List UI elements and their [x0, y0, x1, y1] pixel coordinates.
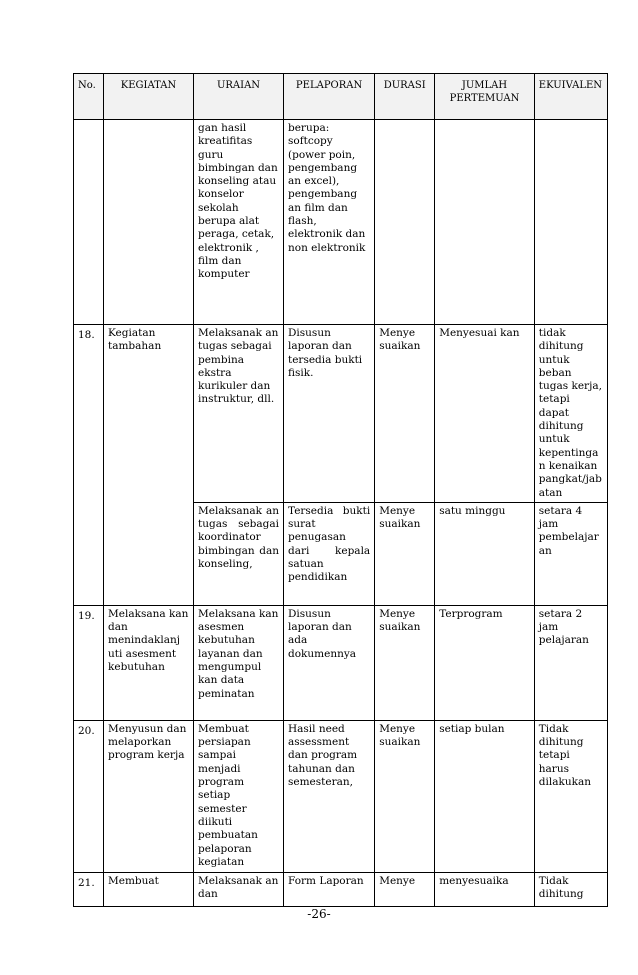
- cell-durasi: Menye suaikan: [375, 502, 435, 605]
- cell-ekuivalen: tidak dihitung untuk beban tugas kerja, tetapi dapat dihitung untuk kepentingan kenaikan pangkat/jab atan: [534, 325, 607, 503]
- header-durasi: DURASI: [375, 74, 435, 120]
- header-pelaporan: PELAPORAN: [284, 74, 375, 120]
- cell-uraian: gan hasil kreatifitas guru bimbingan dan konseling atau konselor sekolah berupa alat peraga, cetak, elektronik , film dan komputer: [194, 120, 284, 325]
- cell-durasi: Menye: [375, 872, 435, 906]
- cell-durasi: [375, 120, 435, 325]
- table-header-row: [74, 74, 608, 120]
- cell-pelaporan: Tersedia bukti surat penugasan dari kepala satuan pendidikan: [284, 502, 375, 605]
- cell-jumlah: satu minggu: [435, 502, 535, 605]
- cell-pelaporan: Disusun laporan dan ada dokumennya: [284, 605, 375, 720]
- cell-pelaporan: Form Laporan: [284, 872, 375, 906]
- table-row-20: [74, 720, 608, 872]
- cell-ekuivalen: Tidak dihitung: [534, 872, 607, 906]
- cell-kegiatan: Melaksana kan dan menindaklanj uti asesment kebutuhan: [104, 605, 194, 720]
- cell-pelaporan: Disusun laporan dan tersedia bukti fisik.: [284, 325, 375, 503]
- cell-ekuivalen: Tidak dihitung tetapi harus dilakukan: [534, 720, 607, 872]
- header-jumlah-pertemuan: JUMLAH PERTEMUAN: [435, 74, 535, 120]
- cell-kegiatan: [104, 120, 194, 325]
- table-row-21: [74, 872, 608, 906]
- cell-uraian: Membuat persiapan sampai menjadi program setiap semester diikuti pembuatan pelaporan kegiatan: [194, 720, 284, 872]
- cell-no: 20.: [74, 720, 104, 872]
- cell-durasi: Menye suaikan: [375, 325, 435, 503]
- cell-no: 19.: [74, 605, 104, 720]
- cell-kegiatan: Kegiatan tambahan: [104, 325, 194, 606]
- cell-uraian: Melaksana kan asesmen kebutuhan layanan dan mengumpul kan data peminatan: [194, 605, 284, 720]
- cell-ekuivalen: setara 2 jam pelajaran: [534, 605, 607, 720]
- page-number: -26-: [307, 907, 331, 921]
- table-row-continued: [74, 120, 608, 325]
- cell-kegiatan: Membuat: [104, 872, 194, 906]
- cell-durasi: Menye suaikan: [375, 720, 435, 872]
- activity-table: [73, 73, 608, 907]
- header-no: No.: [74, 74, 104, 120]
- cell-ekuivalen: setara 4 jam pembelajar an: [534, 502, 607, 605]
- cell-no: 18.: [74, 325, 104, 606]
- cell-kegiatan: Menyusun dan melaporkan program kerja: [104, 720, 194, 872]
- cell-jumlah: setiap bulan: [435, 720, 535, 872]
- cell-jumlah: Terprogram: [435, 605, 535, 720]
- cell-jumlah: [435, 120, 535, 325]
- cell-no: [74, 120, 104, 325]
- header-ekuivalen: EKUIVALEN: [534, 74, 607, 120]
- cell-no: 21.: [74, 872, 104, 906]
- header-uraian: URAIAN: [194, 74, 284, 120]
- cell-durasi: Menye suaikan: [375, 605, 435, 720]
- table-row-19: [74, 605, 608, 720]
- table-row-18a: [74, 325, 608, 503]
- header-kegiatan: KEGIATAN: [104, 74, 194, 120]
- cell-uraian: Melaksanak an dan: [194, 872, 284, 906]
- cell-pelaporan: berupa: softcopy (power poin, pengembang an excel), pengembang an film dan flash, elektronik dan non elektronik: [284, 120, 375, 325]
- cell-uraian: Melaksanak an tugas sebagai koordinator bimbingan dan konseling,: [194, 502, 284, 605]
- cell-pelaporan: Hasil need assessment dan program tahunan dan semesteran,: [284, 720, 375, 872]
- cell-jumlah: Menyesuai kan: [435, 325, 535, 503]
- cell-ekuivalen: [534, 120, 607, 325]
- cell-jumlah: menyesuaika: [435, 872, 535, 906]
- cell-uraian: Melaksanak an tugas sebagai pembina ekstra kurikuler dan instruktur, dll.: [194, 325, 284, 503]
